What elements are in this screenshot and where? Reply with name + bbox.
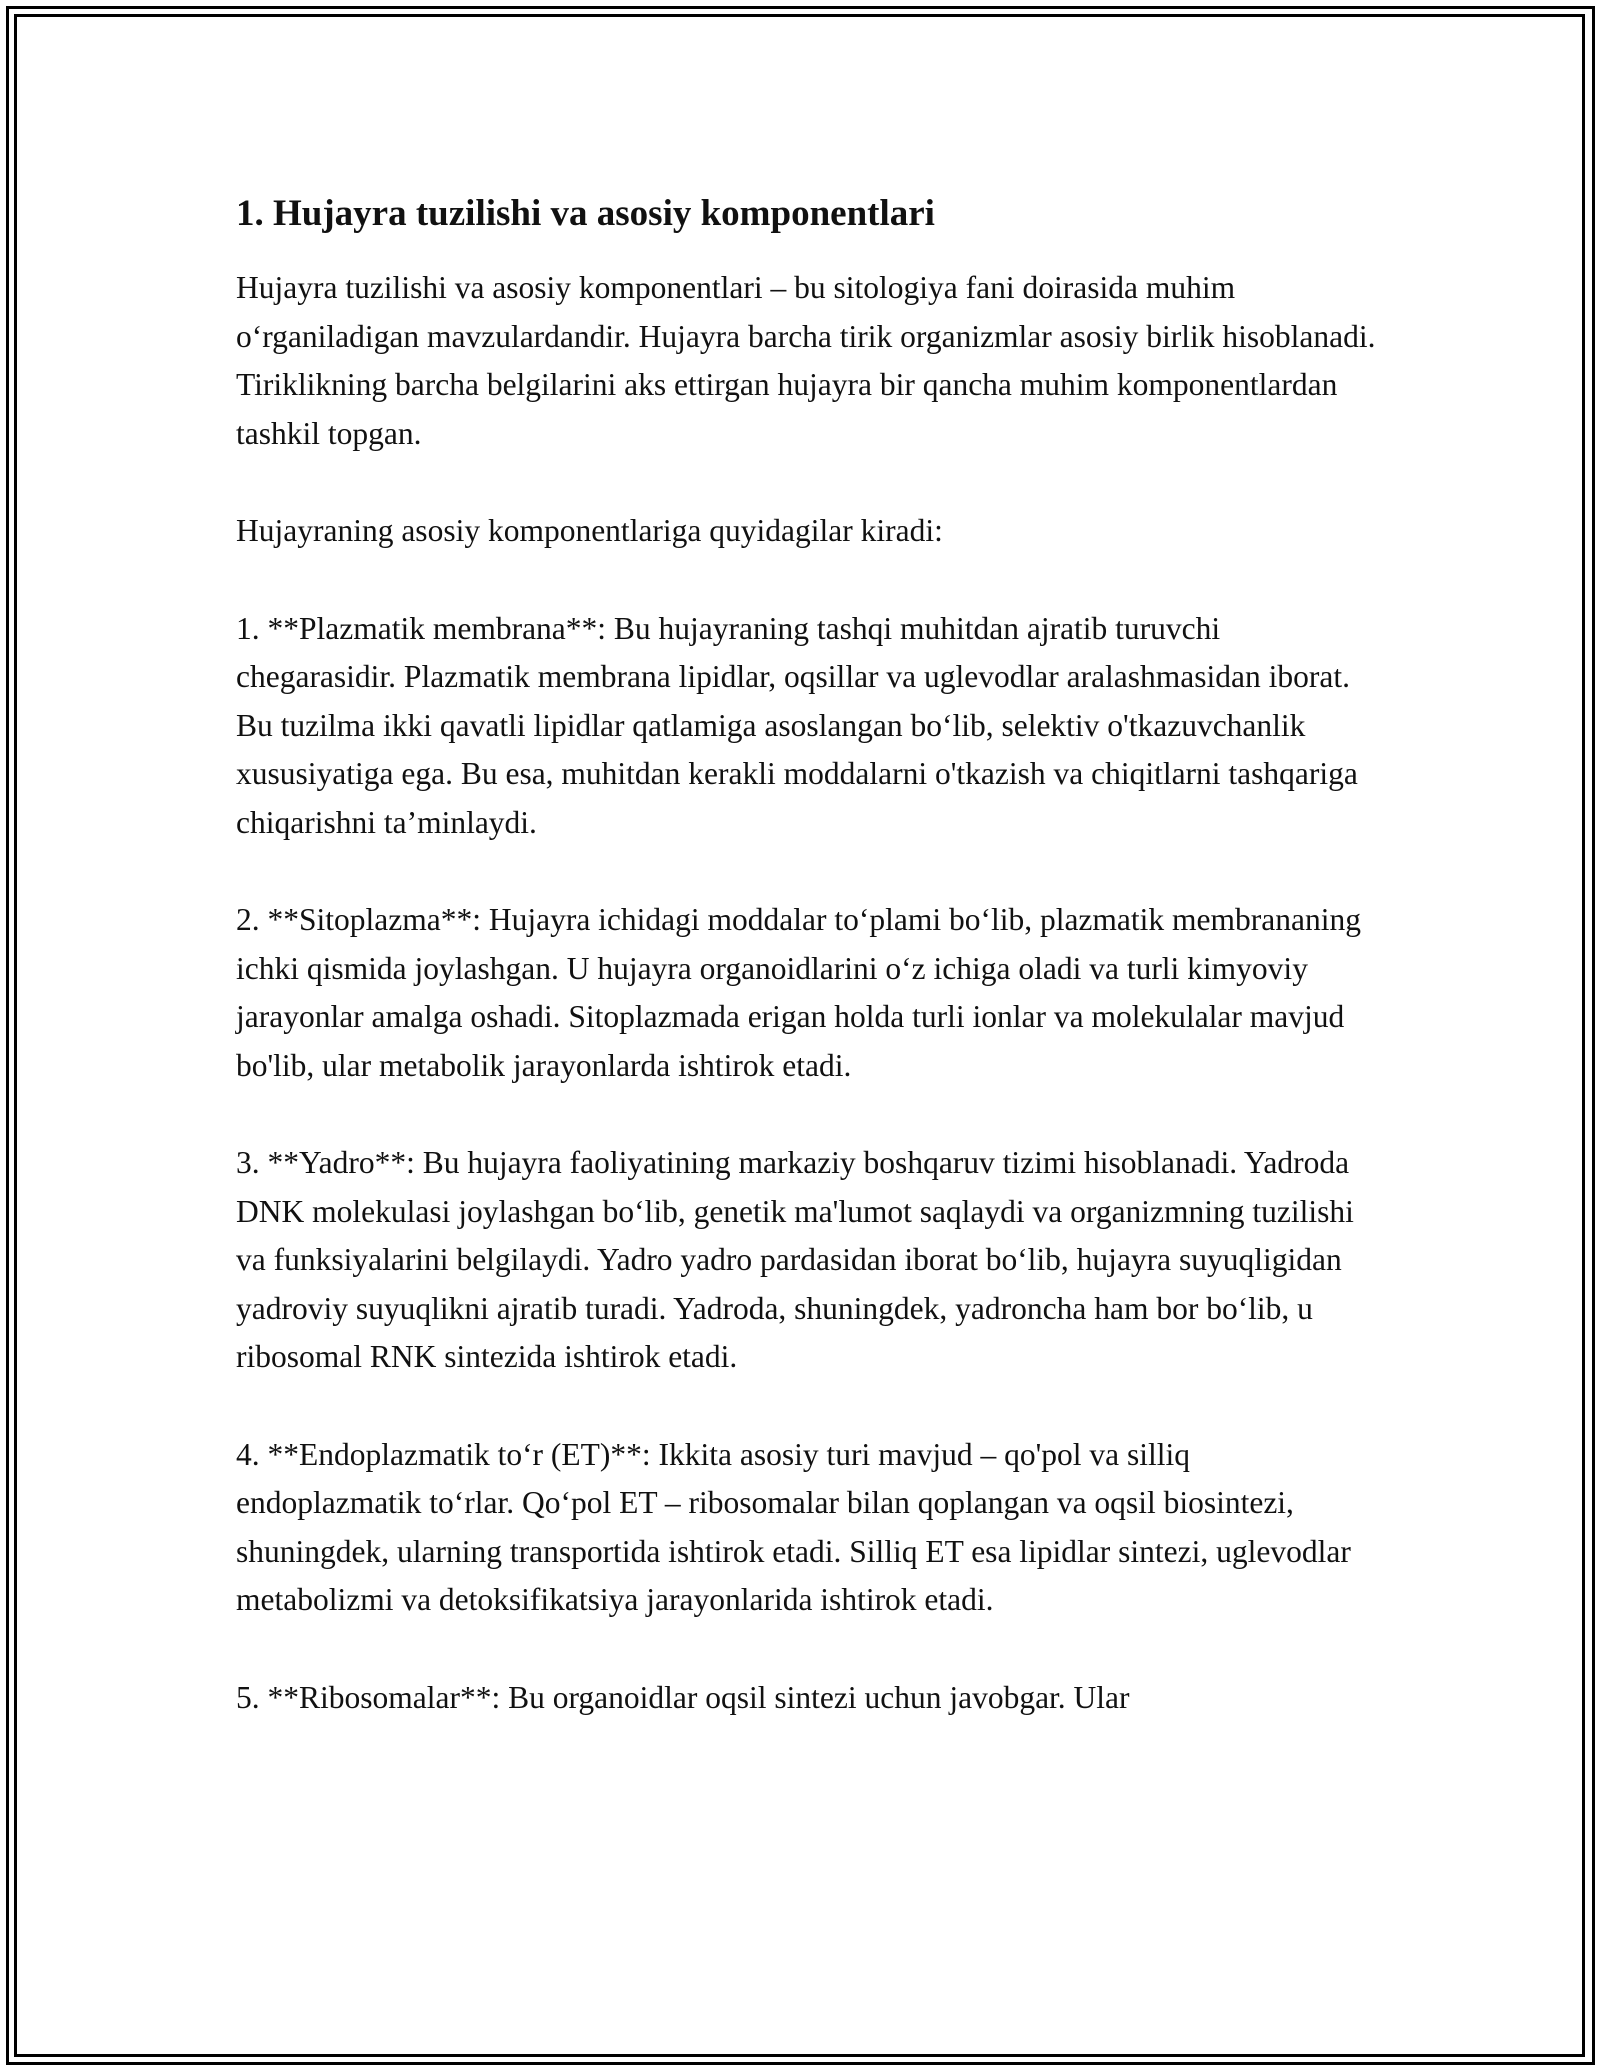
document-body — [236, 186, 1378, 1771]
paragraph-plasma-membrane: 1. **Plazmatik membrana**: Bu hujayraning tashqi muhitdan ajratib turuvchi chegarasidir. Plazmatik membrana lipidlar, oqsillar va uglevodlar aralashmasidan iborat. Bu tuzilma ikki qavatli lipidlar qatlamiga asoslangan boʻlib, selektiv o'tkazuvchanlik xususiyatiga ega. Bu esa, muhitdan kerakli moddalarni o'tkazish va chiqitlarni tashqariga chiqarishni ta’minlaydi. — [236, 610, 1358, 840]
section-heading: 1. Hujayra tuzilishi va asosiy komponentlari — [236, 193, 935, 234]
paragraph-ribosomes: 5. **Ribosomalar**: Bu organoidlar oqsil sintezi uchun javobgar. Ular — [236, 1679, 1130, 1715]
paragraph-intro: Hujayra tuzilishi va asosiy komponentlari – bu sitologiya fani doirasida muhim oʻrganiladigan mavzulardandir. Hujayra barcha tirik organizmlar asosiy birlik hisoblanadi. Tiriklikning barcha belgilarini aks ettirgan hujayra bir qancha muhim komponentlardan tashkil topgan. — [236, 270, 1376, 451]
paragraph-components-lead: Hujayraning asosiy komponentlariga quyidagilar kiradi: — [236, 513, 943, 548]
paragraph-cytoplasm: 2. **Sitoplazma**: Hujayra ichidagi moddalar toʻplami boʻlib, plazmatik membrananing ichki qismida joylashgan. U hujayra organoidlarini oʻz ichiga oladi va turli kimyoviy jarayonlar amalga oshadi. Sitoplazmada erigan holda turli ionlar va molekulalar mavjud bo'lib, ular metabolik jarayonlarda ishtirok etadi. — [236, 902, 1361, 1083]
paragraph-endoplasmic-reticulum: 4. **Endoplazmatik toʻr (ET)**: Ikkita asosiy turi mavjud – qo'pol va silliq endoplazmatik toʻrlar. Qoʻpol ET – ribosomalar bilan qoplangan va oqsil biosintezi, shuningdek, ularning transportida ishtirok etadi. Silliq ET esa lipidlar sintezi, uglevodlar metabolizmi va detoksifikatsiya jarayonlarida ishtirok etadi. — [236, 1436, 1351, 1617]
paragraph-nucleus: 3. **Yadro**: Bu hujayra faoliyatining markaziy boshqaruv tizimi hisoblanadi. Yadroda DNK molekulasi joylashgan boʻlib, genetik ma'lumot saqlaydi va organizmning tuzilishi va funksiyalarini belgilaydi. Yadro yadro pardasidan iborat boʻlib, hujayra suyuqligidan yadroviy suyuqlikni ajratib turadi. Yadroda, shuningdek, yadroncha ham bor boʻlib, u ribosomal RNK sintezida ishtirok etadi. — [236, 1145, 1354, 1374]
